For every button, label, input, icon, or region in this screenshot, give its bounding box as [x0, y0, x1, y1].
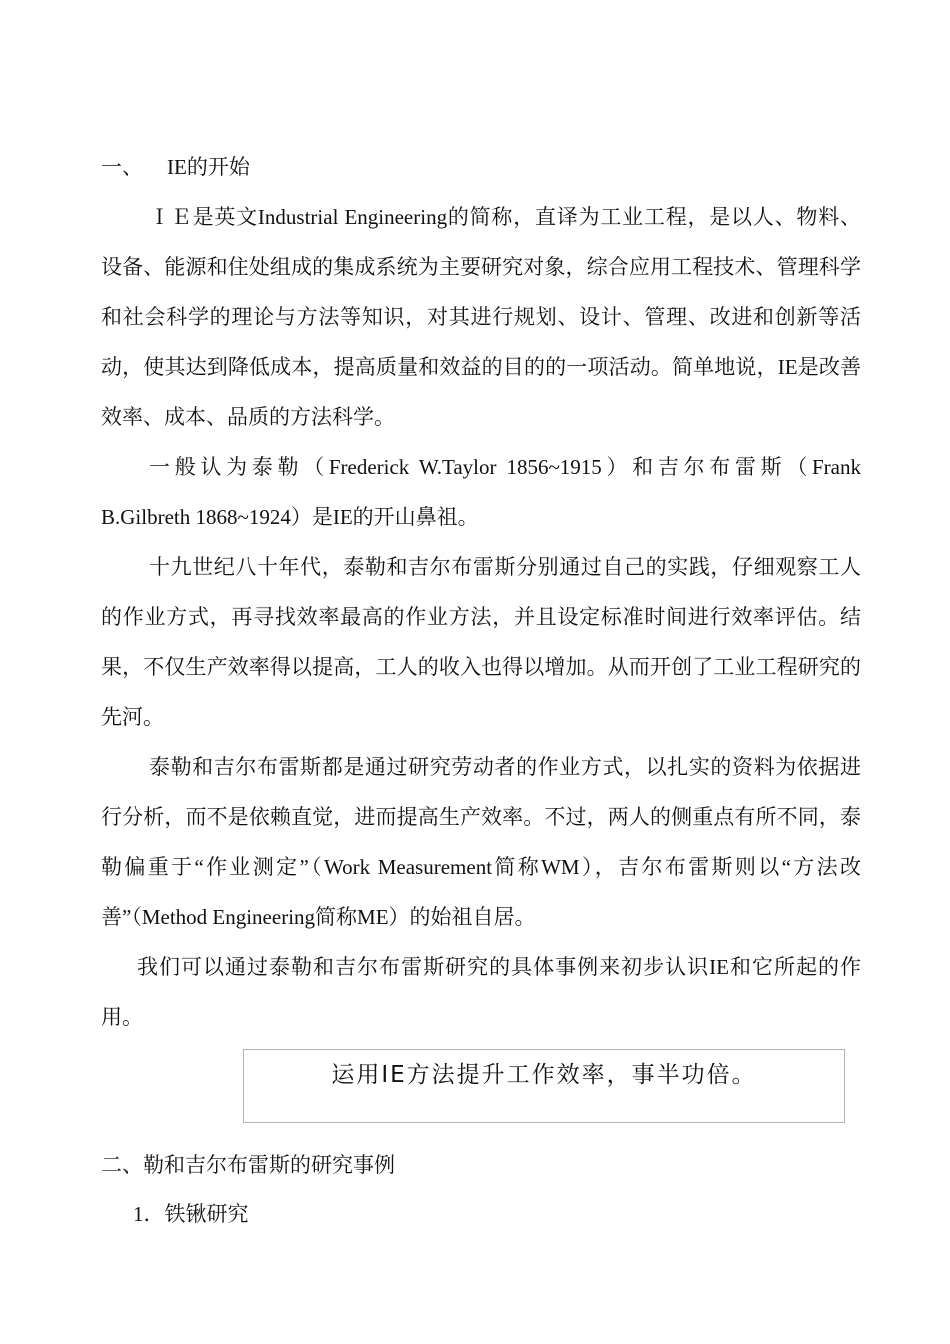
callout-box: [243, 1049, 845, 1123]
paragraph-ie-methods: 泰勒和吉尔布雷斯都是通过研究劳动者的作业方式，以扎实的资料为依据进行分析，而不是依赖直觉，进而提高生产效率。不过，两人的侧重点有所不同，泰勒偏重于“作业测定”（Work Measurement简称WM），吉尔布雷斯则以“方法改善”（Method Engineering简称ME）的始祖自居。: [101, 755, 861, 929]
callout-text: 运用IE方法提升工作效率，事半功倍。: [331, 1062, 757, 1088]
paragraph-ie-definition: ＩＥ是英文Industrial Engineering的简称，直译为工业工程，是以人、物料、设备、能源和住处组成的集成系统为主要研究对象，综合应用工程技术、管理科学和社会科学的理论与方法等知识，对其进行规划、设计、管理、改进和创新等活动，使其达到降低成本，提高质量和效益的目的的一项活动。简单地说，IE是改善效率、成本、品质的方法科学。: [101, 205, 861, 429]
section-heading-2: 二、勒和吉尔布雷斯的研究事例: [101, 1153, 395, 1177]
paragraph-ie-examples-intro: 我们可以通过泰勒和吉尔布雷斯研究的具体事例来初步认识IE和它所起的作用。: [101, 955, 861, 1029]
section-heading-1: [101, 150, 250, 184]
subsection-heading-1: 1．铁锹研究: [133, 1202, 249, 1226]
section-title: IE的开始: [167, 155, 250, 179]
paragraph-ie-founders: 一般认为泰勒（Frederick W.Taylor 1856~1915）和吉尔布雷斯（Frank B.Gilbreth 1868~1924）是IE的开山鼻祖。: [101, 455, 861, 529]
section-number: 一、: [101, 155, 143, 179]
paragraph-ie-history: 十九世纪八十年代，泰勒和吉尔布雷斯分别通过自己的实践，仔细观察工人的作业方式，再寻找效率最高的作业方法，并且设定标准时间进行效率评估。结果，不仅生产效率得以提高，工人的收入也得以增加。从而开创了工业工程研究的先河。: [101, 555, 861, 729]
